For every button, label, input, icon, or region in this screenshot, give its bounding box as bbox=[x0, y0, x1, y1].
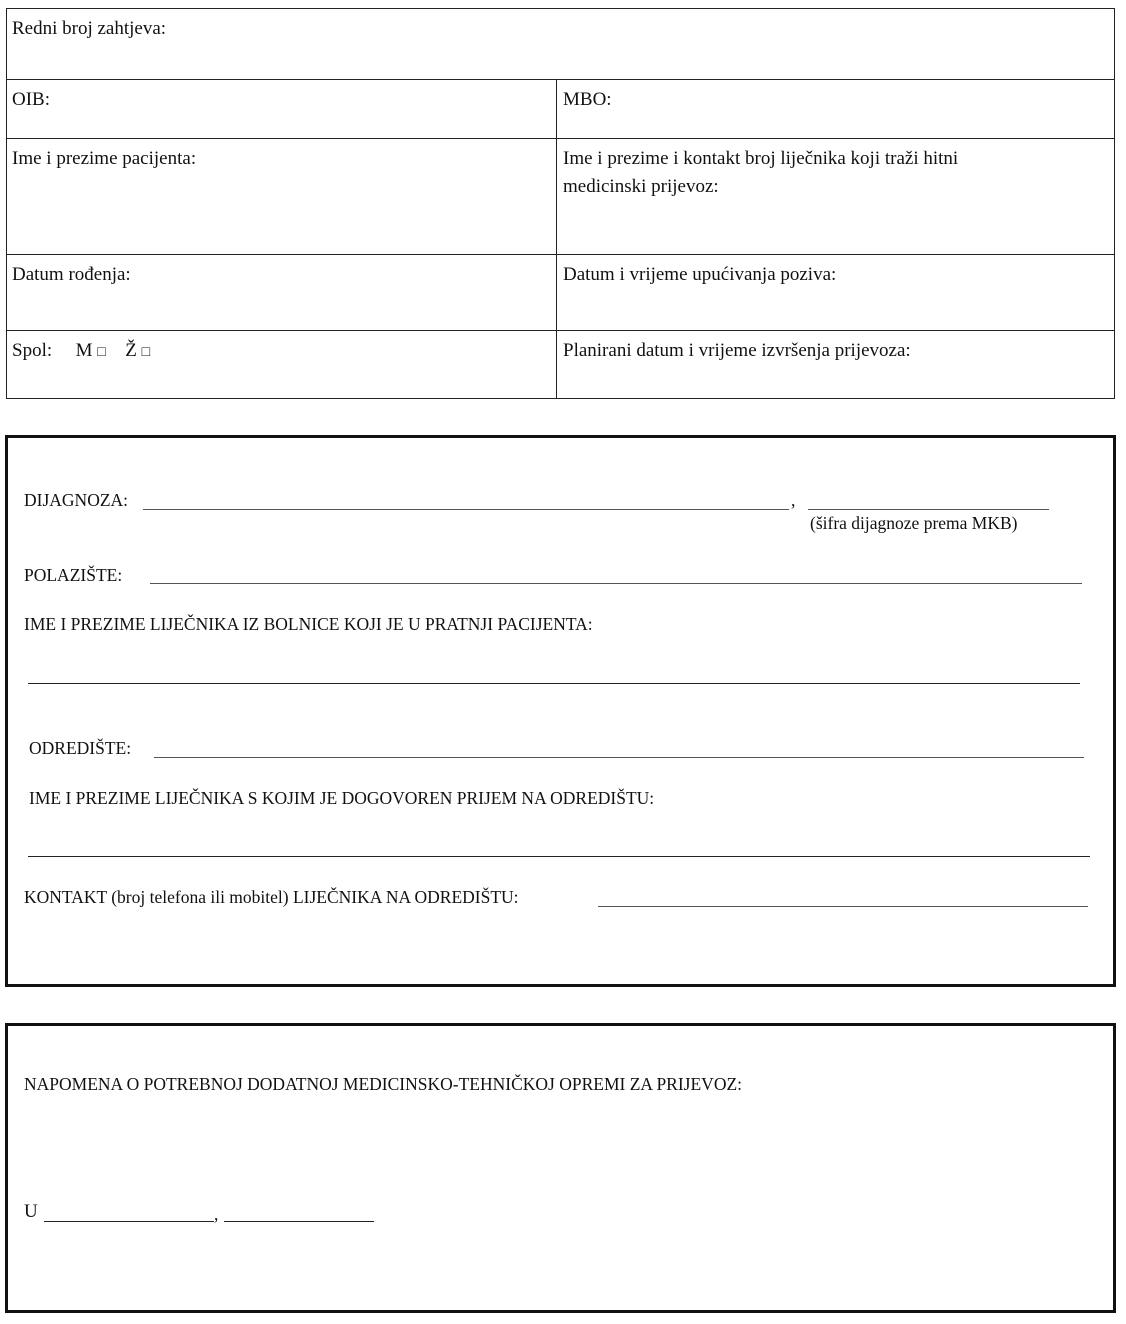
escort-doctor-input-line[interactable] bbox=[28, 683, 1080, 684]
receiving-doctor-label: IME I PREZIME LIJEČNIKA S KOJIM JE DOGOVOREN PRIJEM NA ODREDIŠTU: bbox=[29, 788, 655, 808]
diagnosis-code-caption: (šifra dijagnoze prema MKB) bbox=[810, 513, 1018, 533]
escort-doctor-label: IME I PREZIME LIJEČNIKA IZ BOLNICE KOJI JE U PRATNJI PACIJENTA: bbox=[24, 614, 593, 634]
table-border-right bbox=[1114, 8, 1115, 399]
diagnosis-label: DIJAGNOZA: bbox=[24, 490, 129, 510]
planned-datetime-field[interactable] bbox=[557, 330, 1114, 398]
oib-field[interactable] bbox=[6, 79, 556, 138]
doctor-contact-label: Ime i prezime i kontakt broj liječnika koji traži hitni medicinski prijevoz: bbox=[563, 148, 959, 197]
diagnosis-separator: , bbox=[791, 490, 796, 510]
table-border-bottom bbox=[6, 398, 1115, 399]
checkbox-icon[interactable]: □ bbox=[141, 345, 151, 360]
checkbox-icon[interactable]: □ bbox=[97, 345, 106, 360]
call-datetime-label: Datum i vrijeme upućivanja poziva: bbox=[563, 264, 837, 285]
sex-option-female[interactable] bbox=[125, 340, 150, 361]
date-input-line[interactable] bbox=[224, 1221, 374, 1222]
sex-field bbox=[6, 330, 556, 398]
diagnosis-code-input-line[interactable] bbox=[808, 509, 1049, 510]
patient-name-label: Ime i prezime pacijenta: bbox=[12, 148, 197, 169]
call-datetime-field[interactable] bbox=[557, 254, 1114, 330]
destination-label: ODREDIŠTE: bbox=[29, 738, 132, 758]
place-input-line[interactable] bbox=[44, 1221, 214, 1222]
mbo-label: MBO: bbox=[563, 89, 612, 110]
sex-label: Spol: bbox=[12, 340, 53, 361]
birth-date-label: Datum rođenja: bbox=[12, 264, 131, 285]
contact-label: KONTAKT (broj telefona ili mobitel) LIJEČNIKA NA ODREDIŠTU: bbox=[24, 887, 519, 907]
origin-label: POLAZIŠTE: bbox=[24, 565, 123, 585]
place-date-separator: , bbox=[214, 1204, 219, 1224]
sex-option-male[interactable] bbox=[76, 340, 111, 361]
contact-input-line[interactable] bbox=[598, 906, 1088, 907]
destination-input-line[interactable] bbox=[154, 757, 1084, 758]
request-number-label: Redni broj zahtjeva: bbox=[12, 18, 167, 39]
mbo-field[interactable] bbox=[557, 79, 1114, 138]
sex-option-male-label: M bbox=[75, 340, 93, 361]
receiving-doctor-input-line[interactable] bbox=[28, 856, 1090, 857]
sex-option-female-label: Ž bbox=[125, 340, 137, 361]
birth-date-field[interactable] bbox=[6, 254, 556, 330]
diagnosis-input-line[interactable] bbox=[143, 509, 789, 510]
request-number-field[interactable] bbox=[6, 8, 1114, 79]
patient-name-field[interactable] bbox=[6, 138, 556, 254]
equipment-note-input-area[interactable] bbox=[24, 1100, 1084, 1190]
oib-label: OIB: bbox=[12, 89, 50, 110]
doctor-contact-field[interactable] bbox=[557, 138, 1037, 254]
equipment-note-label: NAPOMENA O POTREBNOJ DODATNOJ MEDICINSKO-TEHNIČKOJ OPREMI ZA PRIJEVOZ: bbox=[24, 1074, 743, 1094]
place-prefix: U bbox=[24, 1201, 38, 1222]
planned-datetime-label: Planirani datum i vrijeme izvršenja prijevoza: bbox=[563, 340, 911, 361]
origin-input-line[interactable] bbox=[150, 583, 1082, 584]
